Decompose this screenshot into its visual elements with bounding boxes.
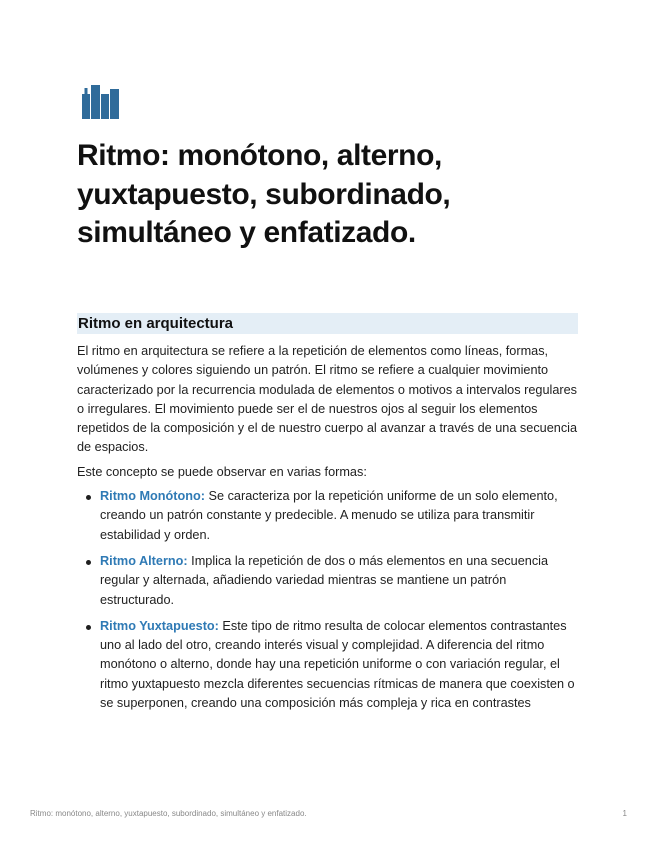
list-item: [77, 487, 578, 545]
logo-graphic: [82, 81, 120, 119]
section-heading: Ritmo en arquitectura: [77, 313, 578, 334]
forms-intro-paragraph: Este concepto se puede observar en varias formas:: [77, 464, 367, 479]
bullet-dot-icon: [86, 560, 91, 565]
term-yuxtapuesto: Ritmo Yuxtapuesto:: [100, 618, 219, 633]
page-number: 1: [622, 809, 627, 818]
term-description: Se caracteriza por la repetición uniforme de un solo elemento, creando un patrón constante y predecible. A menudo se utiliza para transmitir estabilidad y orden.: [100, 489, 558, 542]
list-item: [77, 617, 578, 713]
term-monotono: Ritmo Monótono:: [100, 489, 205, 504]
term-description: Implica la repetición de dos o más elementos en una secuencia regular y alternada, añadiendo variedad mientras se mantiene un patrón estructurado.: [100, 553, 549, 607]
intro-paragraph: El ritmo en arquitectura se refiere a la repetición de elementos como líneas, formas, volúmenes y colores siguiendo un patrón. El ritmo se refiere a cualquier movimiento caracterizado por la recurrencia modulada de elementos o motivos a intervalos regulares o irregulares. El movimiento puede ser el de nuestros ojos al seguir los elementos repetidos de la composición y el de nuestro cuerpo al avanzar a través de una secuencia de espacios.: [77, 344, 578, 455]
footer-title: Ritmo: monótono, alterno, yuxtapuesto, subordinado, simultáneo y enfatizado.: [30, 809, 307, 818]
term-description: Este tipo de ritmo resulta de colocar elementos contrastantes uno al lado del otro, creando interés visual y complejidad. A diferencia del ritmo monótono o alterno, donde hay una repetición uniforme o con variación regular, el ritmo yuxtapuesto mezcla diferentes secuencias rítmicas de manera que coexisten o se superponen, creando una composición más compleja y rica en contrastes: [100, 618, 575, 711]
bullet-dot-icon: [86, 625, 91, 630]
term-alterno: Ritmo Alterno:: [100, 553, 188, 568]
section-ritmo-arquitectura: [77, 313, 578, 720]
rhythm-types-list: [77, 487, 578, 713]
page-title: Ritmo: monótono, alterno, yuxtapuesto, subordinado, simultáneo y enfatizado.: [77, 139, 451, 249]
city-buildings-icon: [82, 81, 120, 119]
bullet-dot-icon: [86, 495, 91, 500]
list-item: [77, 552, 578, 610]
